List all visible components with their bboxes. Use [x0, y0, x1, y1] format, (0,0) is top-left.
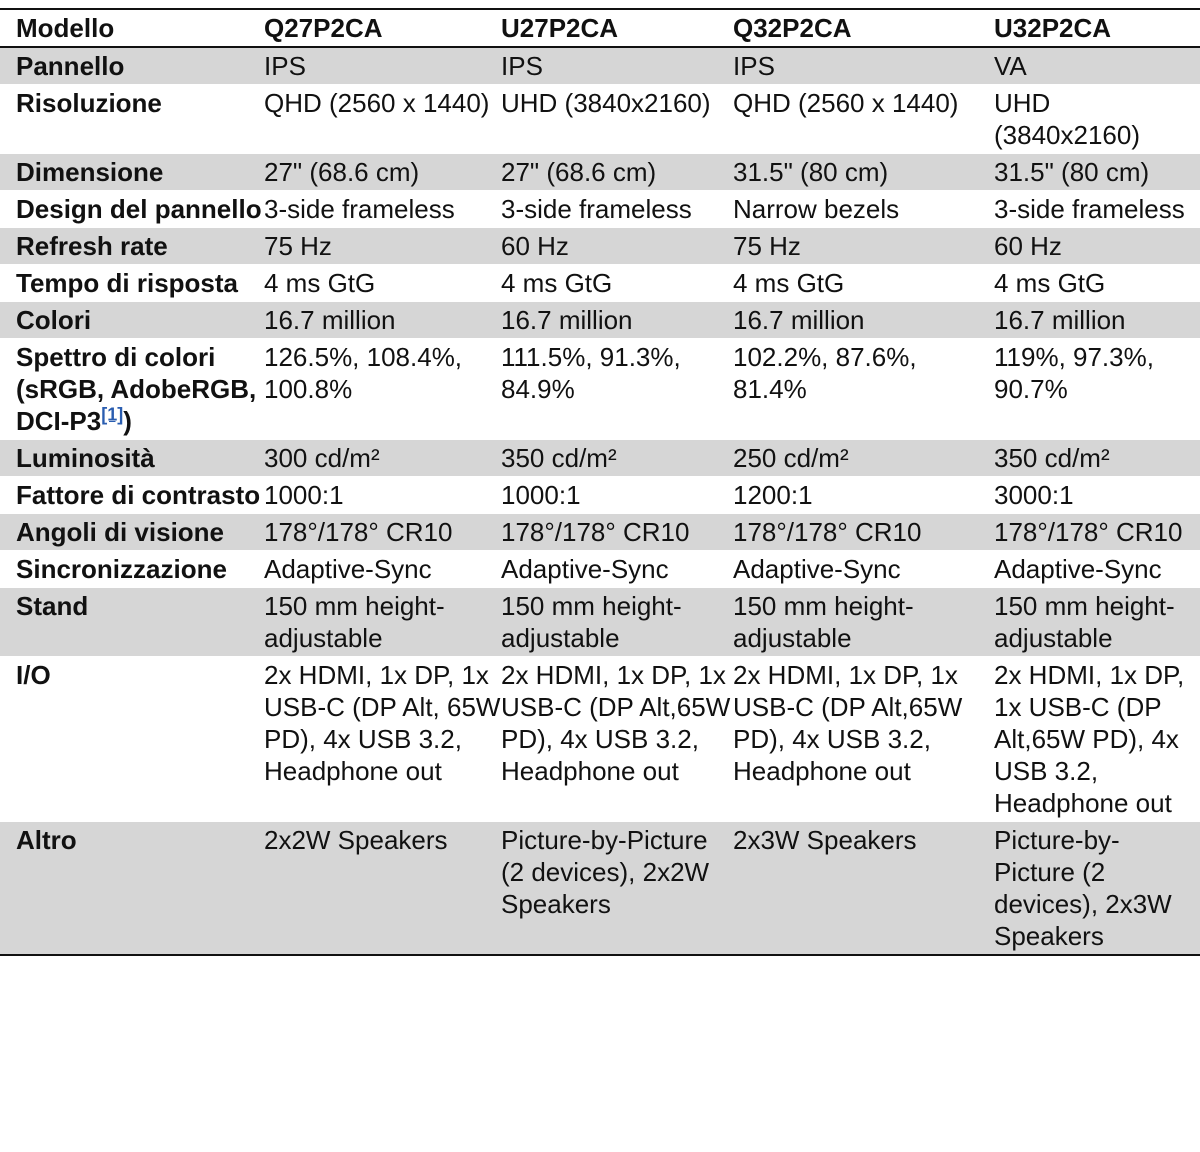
row-colori	[0, 302, 1200, 339]
header-model-u32p2ca: U32P2CA	[994, 9, 1200, 47]
cell: 31.5" (80 cm)	[994, 157, 1150, 187]
cell: 4 ms GtG	[733, 268, 845, 298]
cell: 1000:1	[501, 480, 581, 510]
cell: 350 cd/m²	[501, 443, 617, 473]
row-spettro-di-colori	[0, 339, 1200, 440]
row-altro	[0, 822, 1200, 956]
cell: 60 Hz	[994, 231, 1062, 261]
header-row	[0, 9, 1200, 47]
row-pannello	[0, 47, 1200, 85]
row-dimensione	[0, 154, 1200, 191]
cell: 178°/178° CR10	[994, 517, 1183, 547]
cell: 27" (68.6 cm)	[501, 157, 657, 187]
cell: 150 mm height-adjustable	[501, 591, 682, 653]
row-label: Stand	[16, 591, 89, 621]
cell: 2x HDMI, 1x DP, 1x USB-C (DP Alt, 65W PD), 4x USB 3.2, Headphone out	[264, 660, 501, 786]
row-fattore-di-contrasto	[0, 477, 1200, 514]
header-model-q27p2ca: Q27P2CA	[264, 9, 501, 47]
row-stand	[0, 588, 1200, 657]
row-io	[0, 657, 1200, 822]
cell: 1000:1	[264, 480, 344, 510]
cell: 16.7 million	[994, 305, 1126, 335]
row-label: Tempo di risposta	[16, 268, 238, 298]
row-label: Design del pannello	[16, 194, 262, 224]
cell: 2x HDMI, 1x DP, 1x USB-C (DP Alt,65W PD), 4x USB 3.2, Headphone out	[733, 660, 963, 786]
cell: 4 ms GtG	[264, 268, 376, 298]
row-label: Risoluzione	[16, 88, 162, 118]
cell: IPS	[733, 51, 775, 81]
cell: 2x2W Speakers	[264, 825, 448, 855]
cell: 126.5%, 108.4%, 100.8%	[264, 342, 463, 404]
cell: 3000:1	[994, 480, 1074, 510]
cell: 60 Hz	[501, 231, 569, 261]
cell: 102.2%, 87.6%, 81.4%	[733, 342, 917, 404]
cell: 4 ms GtG	[994, 268, 1106, 298]
row-label-suffix: )	[123, 406, 132, 436]
row-label: Altro	[16, 825, 77, 855]
cell: 27" (68.6 cm)	[264, 157, 420, 187]
header-label: Modello	[0, 9, 264, 47]
row-design-del-pannello	[0, 191, 1200, 228]
row-label: Pannello	[16, 51, 125, 81]
row-tempo-di-risposta	[0, 265, 1200, 302]
row-label: Sincronizzazione	[16, 554, 227, 584]
cell: 31.5" (80 cm)	[733, 157, 889, 187]
cell: Adaptive-Sync	[733, 554, 901, 584]
row-refresh-rate	[0, 228, 1200, 265]
cell: 178°/178° CR10	[733, 517, 922, 547]
cell: 150 mm height-adjustable	[733, 591, 914, 653]
cell: 178°/178° CR10	[501, 517, 690, 547]
row-label: Angoli di visione	[16, 517, 225, 547]
header-model-u27p2ca: U27P2CA	[501, 9, 733, 47]
spec-comparison-table	[0, 8, 1200, 956]
row-label-text: Spettro di colori (sRGB, AdobeRGB, DCI-P3	[16, 342, 257, 436]
cell: 350 cd/m²	[994, 443, 1110, 473]
cell: 111.5%, 91.3%, 84.9%	[501, 342, 681, 404]
cell: Adaptive-Sync	[994, 554, 1162, 584]
cell: 75 Hz	[733, 231, 801, 261]
cell: 1200:1	[733, 480, 813, 510]
row-label: I/O	[16, 660, 51, 690]
row-angoli-di-visione	[0, 514, 1200, 551]
cell: IPS	[264, 51, 306, 81]
cell: 250 cd/m²	[733, 443, 849, 473]
row-luminosita	[0, 440, 1200, 477]
cell: Picture-by-Picture (2 devices), 2x2W Speakers	[501, 825, 710, 919]
cell: 2x HDMI, 1x DP, 1x USB-C (DP Alt,65W PD), 4x USB 3.2, Headphone out	[994, 660, 1185, 818]
cell: 75 Hz	[264, 231, 332, 261]
cell: QHD (2560 x 1440)	[733, 88, 959, 118]
row-label: Fattore di contrasto	[16, 480, 261, 510]
cell: Narrow bezels	[733, 194, 900, 224]
cell: Adaptive-Sync	[501, 554, 669, 584]
cell: IPS	[501, 51, 543, 81]
cell: 4 ms GtG	[501, 268, 613, 298]
cell: 300 cd/m²	[264, 443, 380, 473]
row-label	[0, 339, 264, 440]
cell: 119%, 97.3%, 90.7%	[994, 342, 1154, 404]
footnote-ref	[101, 404, 123, 424]
row-label: Luminosità	[16, 443, 155, 473]
row-risoluzione	[0, 85, 1200, 154]
row-label: Colori	[16, 305, 92, 335]
cell: QHD (2560 x 1440)	[264, 88, 490, 118]
row-label: Refresh rate	[16, 231, 168, 261]
cell: 150 mm height-adjustable	[264, 591, 445, 653]
cell: UHD (3840x2160)	[501, 88, 711, 118]
cell: 2x3W Speakers	[733, 825, 917, 855]
cell: 16.7 million	[264, 305, 396, 335]
cell: 3-side frameless	[501, 194, 692, 224]
cell: UHD (3840x2160)	[994, 88, 1140, 150]
cell: 2x HDMI, 1x DP, 1x USB-C (DP Alt,65W PD), 4x USB 3.2, Headphone out	[501, 660, 731, 786]
footnote-link[interactable]: [1]	[101, 404, 124, 425]
cell: 150 mm height-adjustable	[994, 591, 1175, 653]
cell: 178°/178° CR10	[264, 517, 453, 547]
cell: 16.7 million	[733, 305, 865, 335]
cell: 16.7 million	[501, 305, 633, 335]
cell: 3-side frameless	[264, 194, 455, 224]
cell: VA	[994, 51, 1027, 81]
cell: Adaptive-Sync	[264, 554, 432, 584]
cell: Picture-by-Picture (2 devices), 2x3W Speakers	[994, 825, 1172, 951]
header-model-q32p2ca: Q32P2CA	[733, 9, 994, 47]
row-sincronizzazione	[0, 551, 1200, 588]
row-label: Dimensione	[16, 157, 164, 187]
cell: 3-side frameless	[994, 194, 1185, 224]
